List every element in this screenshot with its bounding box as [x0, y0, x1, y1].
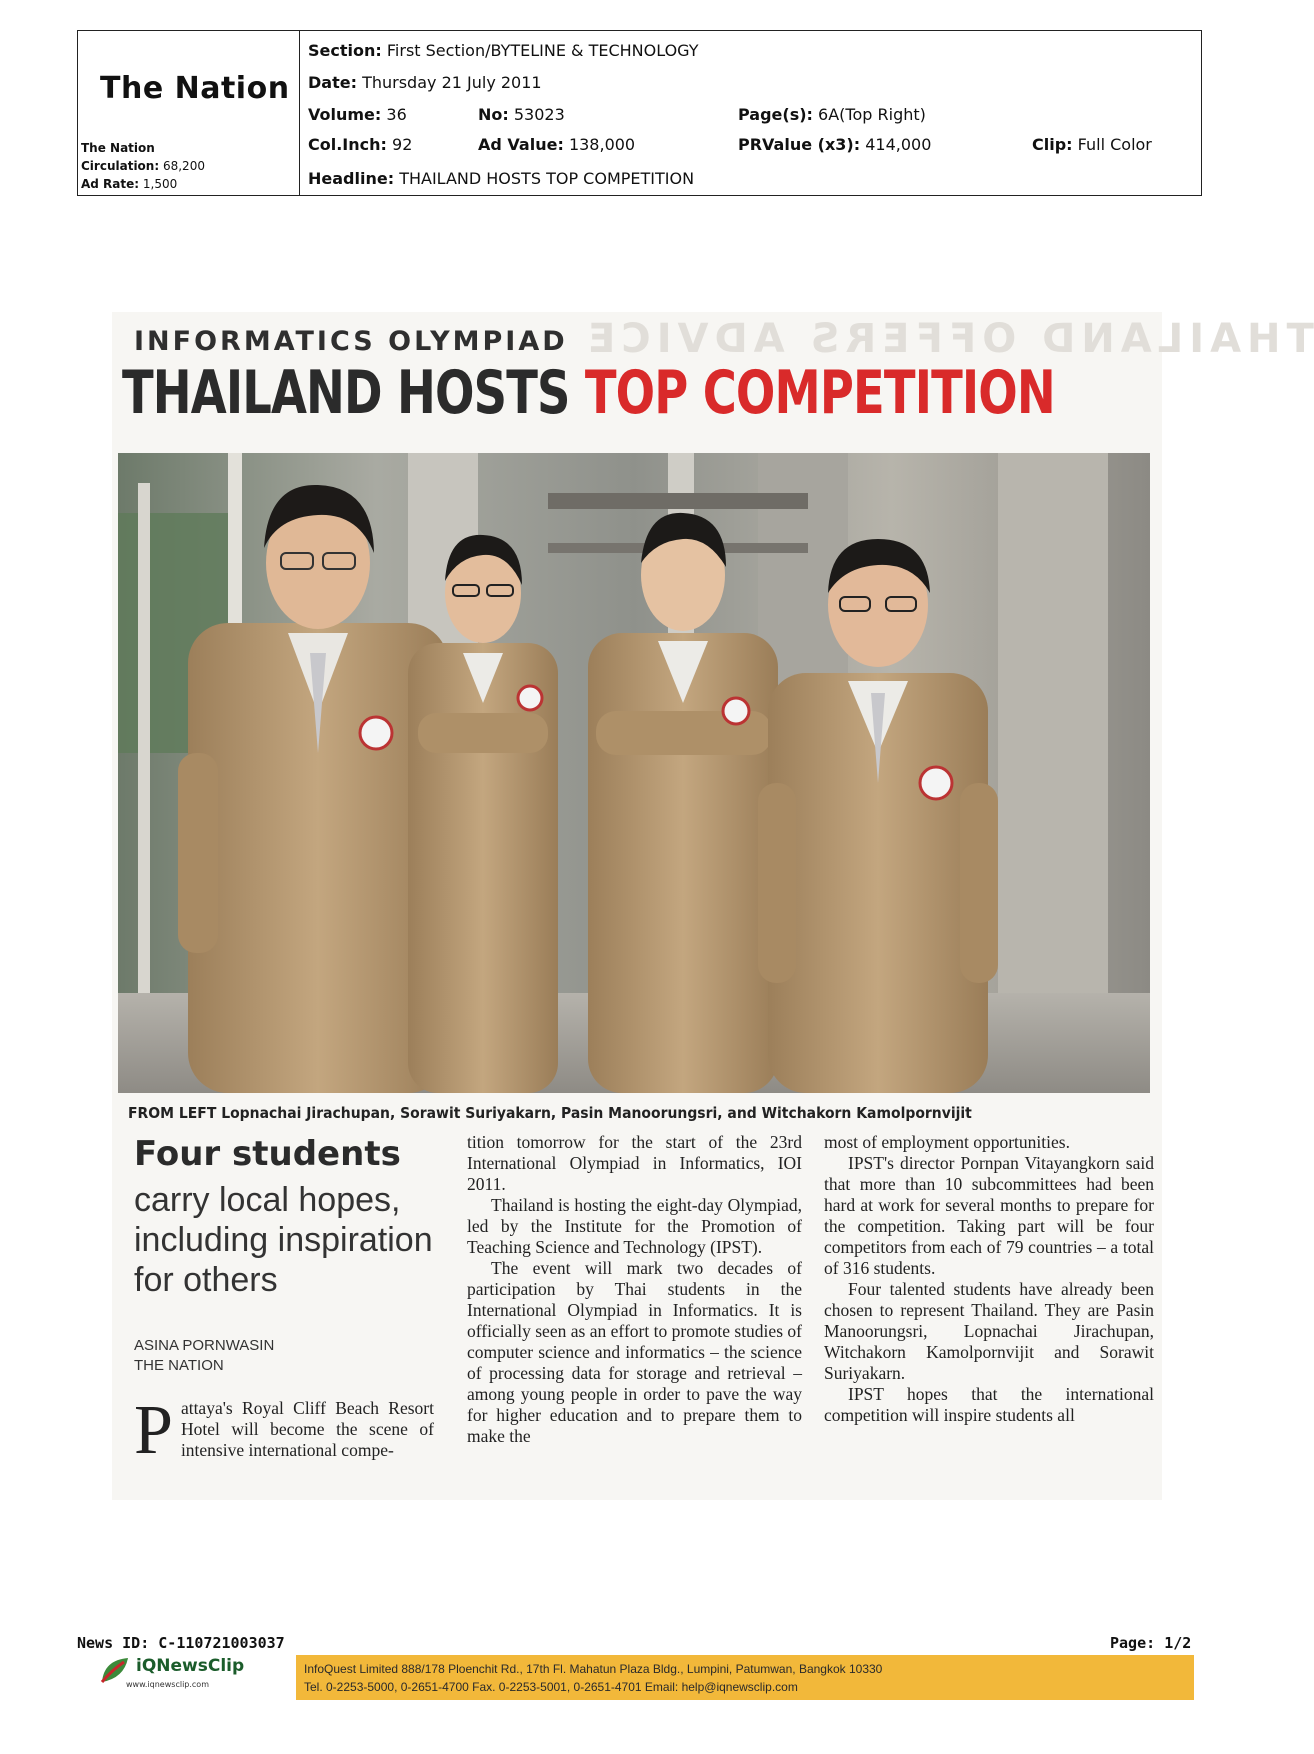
paragraph: IPST hopes that the international competition will inspire students all [824, 1384, 1154, 1425]
page-number: Page: 1/2 [1110, 1634, 1192, 1652]
article-column-2 [467, 1132, 802, 1447]
footer-contact: Tel. 0-2253-5000, 0-2651-4700 Fax. 0-2253-5001, 0-2651-4701 Email: help@iqnewsclip.com [304, 1680, 798, 1694]
paragraph: tition tomorrow for the start of the 23rd International Olympiad in Informatics, IOI 2011. [467, 1132, 802, 1194]
paragraph: Thailand is hosting the eight-day Olympiad, led by the Institute for the Promotion of Teaching Science and Technology (IPST). [467, 1195, 802, 1257]
pr-value-field: PRValue (x3): 414,000 [738, 135, 932, 154]
headline-field: Headline: THAILAND HOSTS TOP COMPETITION [308, 169, 695, 188]
circulation: Circulation: 68,200 [81, 159, 205, 173]
paragraph: Four talented students have already been chosen to represent Thailand. They are Pasin Manoorungsri, Lopnachai Jirachupan, Witchakorn Kamolpornvijit and Sorawit Suriyakarn. [824, 1279, 1154, 1383]
issue-no-field: No: 53023 [478, 105, 565, 124]
photo-caption: FROM LEFT Lopnachai Jirachupan, Sorawit Suriyakarn, Pasin Manoorungsri, and Witchakorn Kamolpornvijit [128, 1104, 972, 1122]
deck-bold: Four students [134, 1134, 401, 1174]
drop-cap: P [134, 1392, 173, 1469]
article-kicker: INFORMATICS OLYMPIAD [134, 326, 568, 357]
deck-light: carry local hopes, including inspiration for others [134, 1181, 433, 1299]
logo-url: www.iqnewsclip.com [126, 1680, 209, 1689]
clipping-header [77, 30, 1202, 196]
headline-black-part: THAILAND HOSTS [122, 358, 570, 428]
paragraph: attaya's Royal Cliff Beach Resort Hotel will become the scene of intensive international compe- [180, 1398, 434, 1460]
bleed-through-ghost-text: THAILAND OFFERS ADVICE [582, 316, 1314, 362]
pages-field: Page(s): 6A(Top Right) [738, 105, 926, 124]
section-field: Section: First Section/BYTELINE & TECHNOLOGY [308, 41, 699, 60]
news-id: News ID: C-110721003037 [77, 1634, 285, 1652]
clipping-meta [300, 31, 1201, 195]
article-column-1 [134, 1134, 434, 1469]
volume-field: Volume: 36 [308, 105, 407, 124]
column-1-body [134, 1392, 434, 1469]
logo-name: iQNewsClip [136, 1656, 245, 1676]
article-column-3 [824, 1132, 1154, 1426]
paragraph: most of employment opportunities. [824, 1132, 1070, 1152]
col-inch-field: Col.Inch: 92 [308, 135, 413, 154]
ad-value-field: Ad Value: 138,000 [478, 135, 636, 154]
clip-field: Clip: Full Color [1032, 135, 1152, 154]
footer-address: InfoQuest Limited 888/178 Ploenchit Rd., 17th Fl. Mahatun Plaza Bldg., Lumpini, Patumwan, Bangkok 10330 [304, 1662, 883, 1676]
footer-contact-bar [296, 1655, 1194, 1700]
byline-org: THE NATION [134, 1357, 224, 1374]
publication-name-small: The Nation [81, 141, 155, 155]
article-headline [122, 358, 1055, 428]
article-photo [118, 453, 1150, 1093]
byline [134, 1336, 434, 1376]
newspaper-clipping [112, 312, 1314, 1500]
publication-panel [78, 31, 300, 195]
headline-red-part: TOP COMPETITION [584, 358, 1055, 428]
iqnewsclip-logo [96, 1654, 276, 1704]
paragraph: The event will mark two decades of participation by Thai students in the International Olympiad in Informatics. It is officially seen as an effort to promote studies of computer science and informatics – the science of processing data for storage and retrieval –among young people in order to pave the way for higher education and to prepare them to make the [467, 1258, 802, 1446]
ad-rate: Ad Rate: 1,500 [81, 177, 178, 191]
byline-author: ASINA PORNWASIN [134, 1337, 275, 1354]
paragraph: IPST's director Pornpan Vitayangkorn said that more than 10 subcommittees had been hard at work for several months to prepare for the competition. Taking part will be four competitors from each of 79 countries – a total of 316 students. [824, 1153, 1154, 1278]
date-field: Date: Thursday 21 July 2011 [308, 73, 542, 92]
publication-title: The Nation [100, 71, 290, 106]
